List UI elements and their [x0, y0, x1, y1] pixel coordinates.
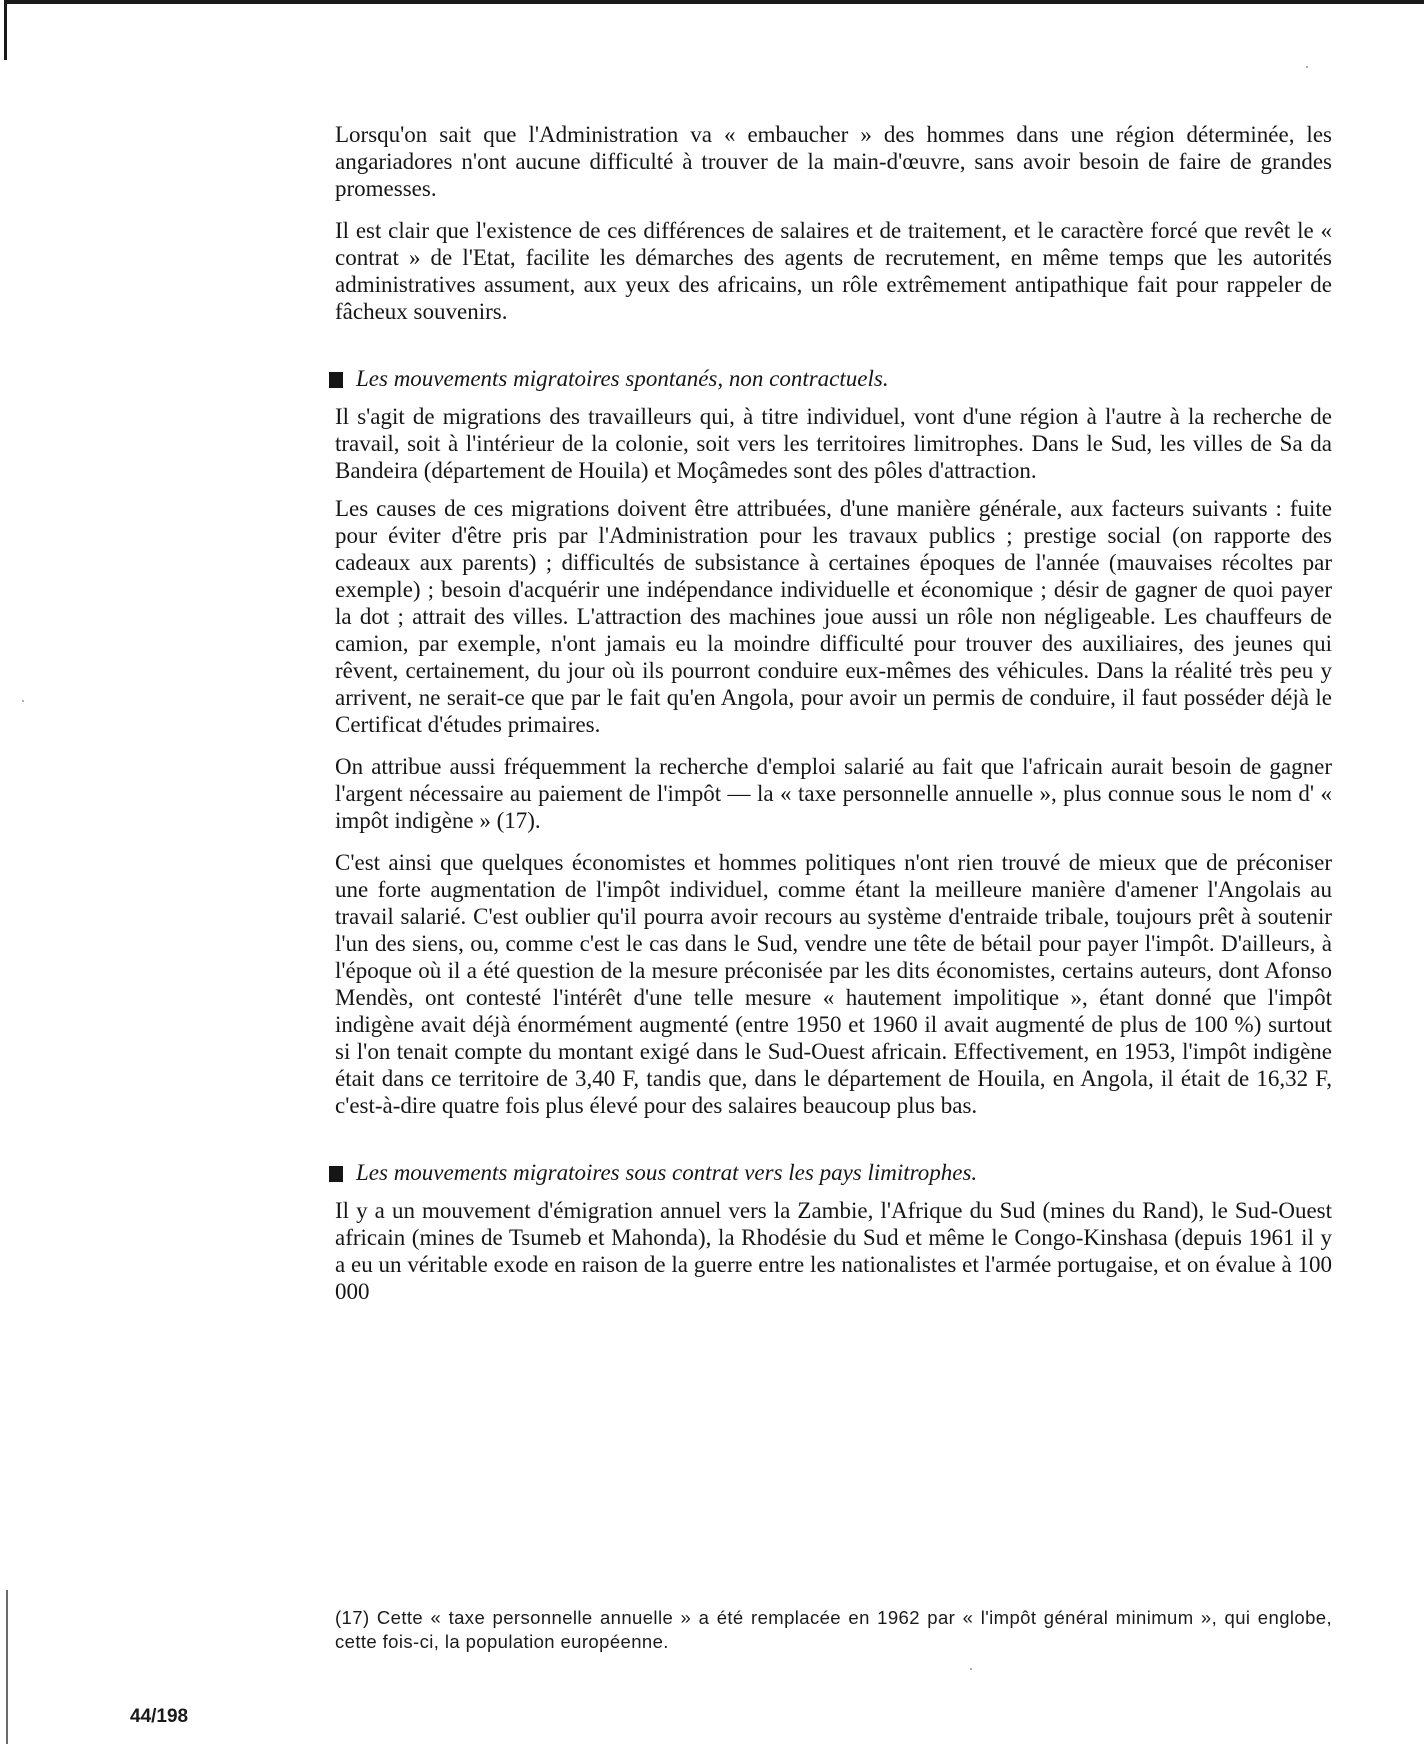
page-frame-top — [4, 0, 1424, 4]
text-column — [335, 121, 1332, 1305]
square-bullet-icon — [329, 1166, 343, 1182]
square-bullet-icon — [329, 372, 343, 388]
scan-speck — [970, 1668, 972, 1670]
paragraph: On attribue aussi fréquemment la recherche d'emploi salarié au fait que l'africain aurait besoin de gagner l'argent nécessaire au paiement de l'impôt — la « taxe personnelle annuelle », plus connue sous le nom d' « impôt indigène » (17). — [335, 754, 1332, 833]
page-frame-left — [4, 0, 7, 60]
page-number: 44/198 — [130, 1706, 189, 1727]
section-heading-spontaneous — [335, 365, 1332, 392]
paragraph: C'est ainsi que quelques économistes et hommes politiques n'ont rien trouvé de mieux que de préconiser une forte augmentation de l'impôt individuel, comme étant la meilleure manière d'amener l'Angolais au travail salarié. C'est oublier qu'il pourra avoir recours au système d'entraide tribale, toujours prêt à soutenir l'un des siens, ou, comme c'est le cas dans le Sud, vendre une tête de bétail pour payer l'impôt. D'ailleurs, à l'époque où il a été question de la mesure préconisée par les dits économistes, certains auteurs, dont Afonso Mendès, ont contesté l'intérêt d'une telle mesure « hautement impolitique », étant donné que l'impôt indigène avait déjà énormément augmenté (entre 1950 et 1960 il avait augmenté de plus de 100 %) surtout si l'on tenait compte du montant exigé dans le Sud-Ouest africain. Effectivement, en 1953, l'impôt indigène était dans ce territoire de 3,40 F, tandis que, dans le département de Houila, en Angola, il était de 16,32 F, c'est-à-dire quatre fois plus élevé pour des salaires beaucoup plus bas. — [335, 850, 1332, 1118]
scan-speck — [22, 700, 24, 702]
paragraph: Lorsqu'on sait que l'Administration va « embaucher » des hommes dans une région déterminée, les angariadores n'ont aucune difficulté à trouver de la main-d'œuvre, sans avoir besoin de faire de grandes promesses. — [335, 122, 1332, 201]
paragraph: Il y a un mouvement d'émigration annuel vers la Zambie, l'Afrique du Sud (mines du Rand), le Sud-Ouest africain (mines de Tsumeb et Mahonda), la Rhodésie du Sud et même le Congo-Kinshasa (depuis 1961 il y a eu un véritable exode en raison de la guerre entre les nationalistes et l'armée portugaise, et on évalue à 100 000 — [335, 1198, 1332, 1304]
paragraph: Il s'agit de migrations des travailleurs qui, à titre individuel, vont d'une région à l'autre à la recherche de travail, soit à l'intérieur de la colonie, soit vers les territoires limitrophes. Dans le Sud, les villes de Sa da Bandeira (département de Houila) et Moçâmedes sont des pôles d'attraction. — [335, 404, 1332, 483]
section-heading-text: Les mouvements migratoires sous contrat vers les pays limitrophes. — [356, 1160, 978, 1185]
section-heading-text: Les mouvements migratoires spontanés, non contractuels. — [356, 366, 889, 391]
page-frame-left-lower — [6, 1590, 8, 1744]
scan-speck — [1306, 66, 1308, 68]
footnote: (17) Cette « taxe personnelle annuelle » a été remplacée en 1962 par « l'impôt général minimum », qui englobe, cette fois-ci, la population européenne. — [335, 1607, 1332, 1652]
section-heading-contract — [335, 1159, 1332, 1186]
paragraph: Les causes de ces migrations doivent être attribuées, d'une manière générale, aux facteurs suivants : fuite pour éviter d'être pris par l'Administration pour les travaux publics ; prestige social (on rapporte des cadeaux aux parents) ; difficultés de subsistance à certaines époques de l'année (mauvaises récoltes par exemple) ; besoin d'acquérir une indépendance individuelle et économique ; désir de gagner de quoi payer la dot ; attrait des villes. L'attraction des machines joue aussi un rôle non négligeable. Les chauffeurs de camion, par exemple, n'ont jamais eu la moindre difficulté pour trouver des auxiliaires, des jeunes qui rêvent, certainement, du jour où ils pourront conduire eux-mêmes des véhicules. Dans la réalité très peu y arrivent, ne serait-ce que par le fait qu'en Angola, pour avoir un permis de conduire, il faut posséder déjà le Certificat d'études primaires. — [335, 496, 1332, 737]
paragraph: Il est clair que l'existence de ces différences de salaires et de traitement, et le caractère forcé que revêt le « contrat » de l'Etat, facilite les démarches des agents de recrutement, en même temps que les autorités administratives assument, aux yeux des africains, un rôle extrêmement antipathique fait pour rappeler de fâcheux souvenirs. — [335, 218, 1332, 324]
